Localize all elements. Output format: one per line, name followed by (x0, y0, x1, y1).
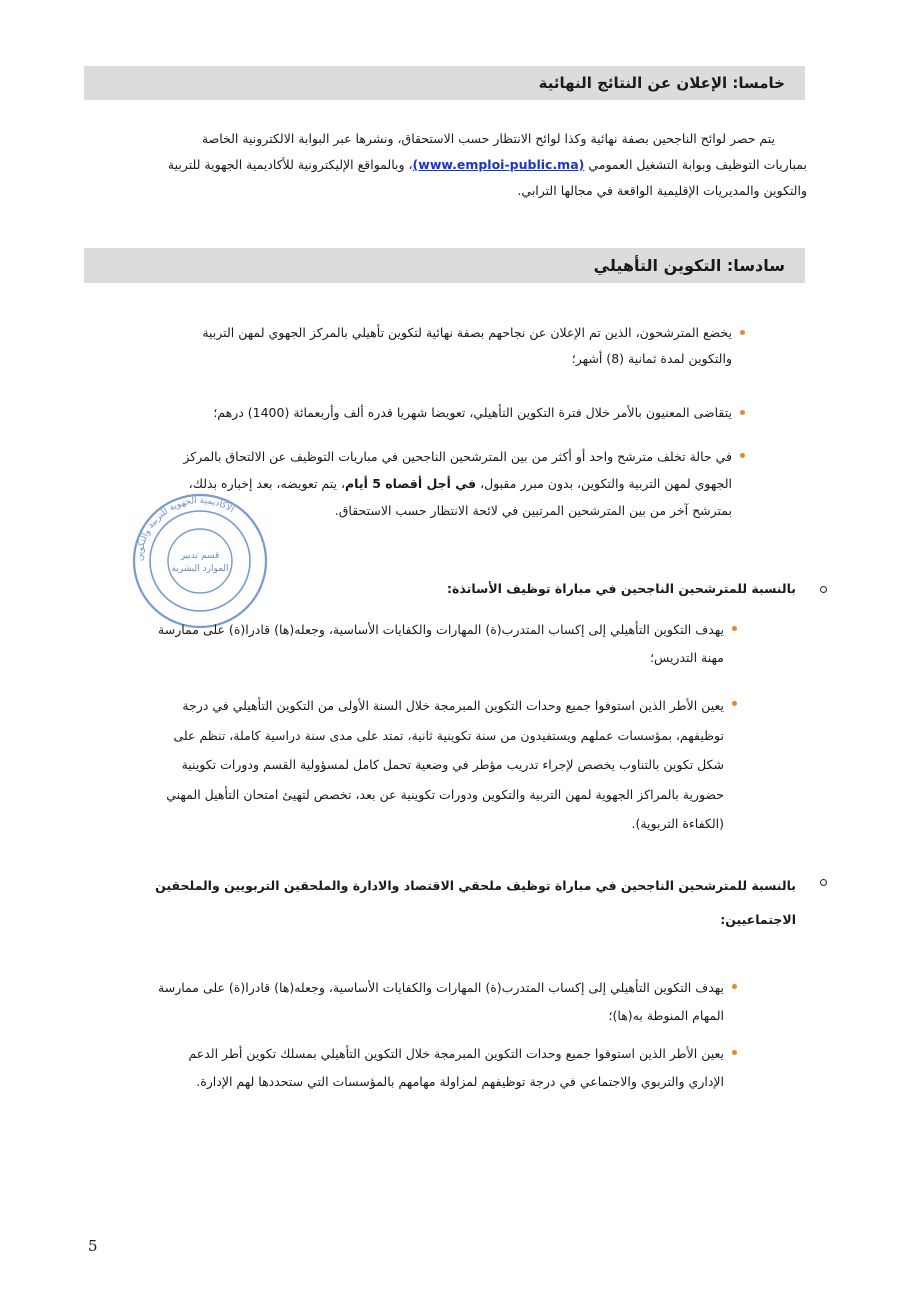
list-item (84, 400, 732, 426)
list-item (84, 974, 724, 1030)
subsection-title-text: بالنسبة للمترشحين الناجحين في مباراة توظيف ملحقي الاقتصاد والادارة والملحقين التربويين والملحقين (155, 878, 796, 893)
list-item-line: يتقاضى المعنيون بالأمر خلال فترة التكوين التأهيلي، تعويضا شهريا قدره ألف وأربعمائة (1400) درهم؛ (213, 405, 732, 420)
bullet-dot (732, 701, 737, 706)
paragraph-line: والتكوين والمديريات الإقليمية الواقعة في مجالها الترابي. (517, 183, 807, 198)
list-item-line: شكل تكوين بالتناوب يخصص لإجراء تدريب مؤطر في وضعية تحمل كامل لمسؤولية القسم ودورات تكوينية (181, 757, 724, 772)
page-number: 5 (88, 1237, 98, 1255)
sub-bullet-circle (820, 879, 827, 886)
list-item-line: يخضع المترشحون، الذين تم الإعلان عن نجاحهم بصفة نهائية لتكوين تأهيلي بالمركز الجهوي لمهن التربية (202, 325, 732, 340)
list-item-line: في حالة تخلف مترشح واحد أو أكثر من بين المترشحين الناجحين في مباريات التوظيف عن الالتحاق بالمركز (183, 449, 732, 464)
final-results-paragraph (84, 126, 807, 204)
list-item-line: مهنة التدريس؛ (650, 650, 724, 665)
bullet-dot (732, 626, 737, 631)
stamp-inner-text: الموارد البشرية (171, 564, 229, 574)
bullet-dot (732, 1050, 737, 1055)
stamp-inner-text: قسم تدبير (180, 551, 220, 561)
list-item-line: يهدف التكوين التأهيلي إلى إكساب المتدرب(ة) المهارات والكفايات الأساسية، وجعله(ها) قادرا(ة) على ممارسة (158, 980, 724, 995)
list-item-line: حضورية بالمراكز الجهوية لمهن التربية والتكوين ودورات تكوينية عن بعد، تخصص لتهيئ امتحان التأهيل المهني (166, 786, 724, 802)
stamp-outer-text: الأكاديمية الجهوية للتربية والتكوين (134, 495, 236, 562)
list-item-line: يعين الأطر الذين استوفوا جميع وحدات التكوين المبرمجة خلال التكوين التأهيلي بمسلك تكوين أطر الدعم (188, 1046, 724, 1061)
list-item-line: المهام المنوطة به(ها)؛ (608, 1008, 724, 1023)
list-item-line: يعين الأطر الذين استوفوا جميع وحدات التكوين المبرمجة خلال السنة الأولى من التكوين التأهيلي في درجة (182, 698, 724, 713)
attaches-subsection-title (84, 869, 808, 937)
list-item-line: بمترشح آخر من بين المترشحين المرتبين في لائحة الانتظار حسب الاستحقاق. (334, 503, 732, 518)
list-item (84, 1040, 724, 1096)
official-stamp (120, 486, 280, 636)
section-heading-text: سادسا: التكوين التأهيلي (593, 256, 785, 275)
bullet-dot (740, 330, 745, 335)
subsection-title-text: الاجتماعيين: (720, 912, 796, 927)
section-heading-final-results (84, 66, 805, 100)
subsection-title-text: بالنسبة للمترشحين الناجحين في مباراة توظيف الأساتذة: (447, 581, 796, 596)
list-item (84, 320, 732, 372)
deadline-emphasis: في أجل أقصاه 5 أيام (345, 476, 477, 491)
list-item-line: يهدف التكوين التأهيلي إلى إكساب المتدرب(ة) المهارات والكفايات الأساسية، وجعله(ها) قادرا(ة) على ممارسة (158, 622, 724, 637)
bullet-dot (740, 410, 745, 415)
list-item (84, 691, 724, 839)
list-item-line: (الكفاءة التربوية). (631, 816, 724, 831)
list-item (84, 616, 724, 672)
emploi-public-link[interactable]: (www.emploi-public.ma) (412, 157, 585, 172)
paragraph-text: ، وبالمواقع الإليكترونية للأكاديمية الجهوية للتربية (167, 157, 413, 172)
list-item-line: توظيفهم، بمؤسسات عملهم ويستفيدون من سنة تكوينية ثانية، تمتد على مدى سنة دراسية كاملة، تنظم على (173, 727, 724, 743)
bullet-dot (732, 984, 737, 989)
list-item-line: والتكوين لمدة ثمانية (8) أشهر؛ (571, 351, 732, 366)
list-item-line: الإداري والتربوي والاجتماعي في درجة توظيفهم لمزاولة مهامهم بالمؤسسات التي ستحددها لهم الإدارة. (196, 1074, 724, 1089)
paragraph-line: يتم حصر لوائح الناجحين بصفة نهائية وكذا لوائح الانتظار حسب الاستحقاق، ونشرها عبر البوابة الالكترونية الخاصة (201, 131, 775, 146)
paragraph-line (84, 152, 807, 178)
paragraph-text: بمباريات التوظيف وبوابة التشغيل العمومي (584, 157, 807, 172)
list-item-text: ، يتم تعويضه، بعد إخباره بذلك، (188, 476, 346, 491)
teachers-subsection-title (84, 578, 808, 600)
stamp-outer-ring (134, 495, 266, 627)
section-heading-text: خامسا: الإعلان عن النتائج النهائية (538, 74, 785, 92)
sub-bullet-circle (820, 586, 827, 593)
list-item-text: الجهوي لمهن التربية والتكوين، بدون مبرر مقبول، (476, 476, 732, 491)
section-heading-qualifying-training (84, 248, 805, 283)
bullet-dot (740, 453, 745, 458)
